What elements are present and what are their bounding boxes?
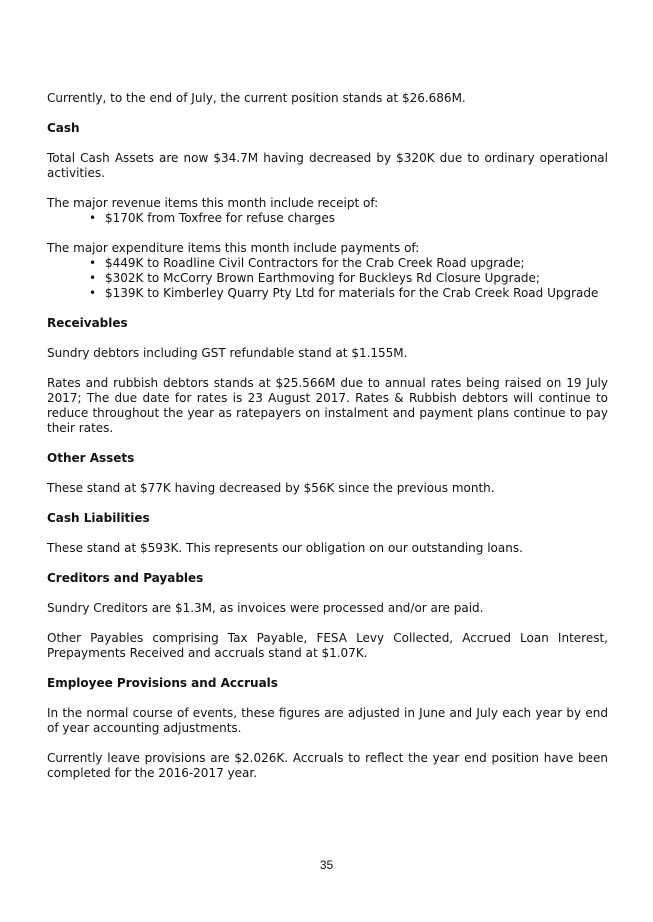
- cash-paragraph: Total Cash Assets are now $34.7M having decreased by $320K due to ordinary operational activities.: [47, 151, 608, 180]
- cash-liabilities-heading: Cash Liabilities: [47, 511, 150, 525]
- document-body: [47, 91, 608, 781]
- cash-heading: Cash: [47, 121, 80, 135]
- creditors-paragraph-1: Sundry Creditors are $1.3M, as invoices were processed and/or are paid.: [47, 601, 484, 615]
- receivables-paragraph-2: Rates and rubbish debtors stands at $25.566M due to annual rates being raised on 19 July 2017; The due date for rates is 23 August 2017. Rates & Rubbish debtors will continue to reduce throughout the year as ratepayers on instalment and payment plans continue to pay their rates.: [47, 376, 608, 435]
- list-item: • $449K to Roadline Civil Contractors for the Crab Creek Road upgrade;: [105, 256, 608, 271]
- receivables-heading: Receivables: [47, 316, 128, 330]
- list-item: • $139K to Kimberley Quarry Pty Ltd for materials for the Crab Creek Road Upgrade: [105, 286, 608, 301]
- list-item: • $170K from Toxfree for refuse charges: [105, 211, 608, 226]
- expenditure-list: [47, 256, 608, 301]
- receivables-paragraph-1: Sundry debtors including GST refundable stand at $1.155M.: [47, 346, 408, 360]
- other-assets-heading: Other Assets: [47, 451, 135, 465]
- list-item: • $302K to McCorry Brown Earthmoving for Buckleys Rd Closure Upgrade;: [105, 271, 608, 286]
- intro-paragraph: Currently, to the end of July, the current position stands at $26.686M.: [47, 91, 466, 105]
- expenditure-intro: The major expenditure items this month include payments of:: [47, 241, 420, 255]
- creditors-paragraph-2: Other Payables comprising Tax Payable, FESA Levy Collected, Accrued Loan Interest, Prepayments Received and accruals stand at $1.07K.: [47, 631, 608, 660]
- other-assets-paragraph: These stand at $77K having decreased by $56K since the previous month.: [47, 481, 495, 495]
- revenue-list: [47, 211, 608, 226]
- employee-heading: Employee Provisions and Accruals: [47, 676, 278, 690]
- page-number: 35: [319, 858, 334, 872]
- employee-paragraph-2: Currently leave provisions are $2.026K. Accruals to reflect the year end position have been completed for the 2016-2017 year.: [47, 751, 608, 780]
- revenue-intro: The major revenue items this month include receipt of:: [47, 196, 379, 210]
- creditors-heading: Creditors and Payables: [47, 571, 204, 585]
- cash-liabilities-paragraph: These stand at $593K. This represents our obligation on our outstanding loans.: [47, 541, 523, 555]
- employee-paragraph-1: In the normal course of events, these figures are adjusted in June and July each year by end of year accounting adjustments.: [47, 706, 608, 735]
